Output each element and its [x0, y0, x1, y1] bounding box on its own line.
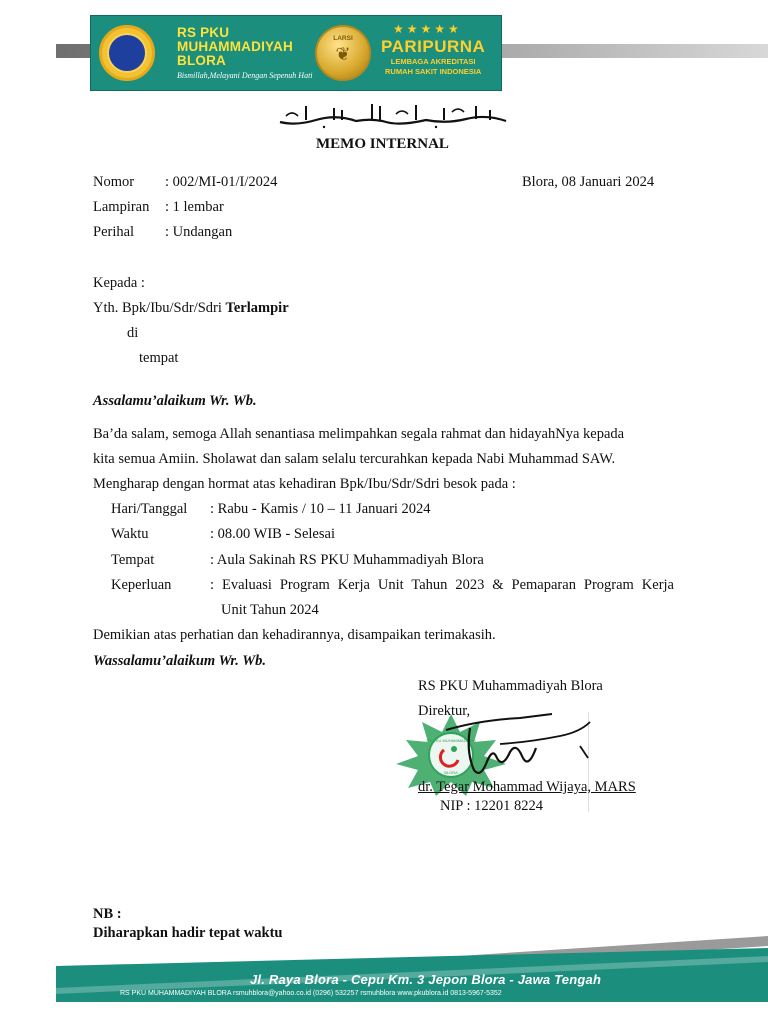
body-paragraph-line2: kita semua Amiin. Sholawat dan salam selalu tercurahkan kepada Nabi Muhammad SAW.	[93, 451, 616, 467]
signature-position: Direktur,	[418, 703, 471, 719]
opening-greeting: Assalamu’alaikum Wr. Wb.	[93, 393, 257, 409]
basmalah-calligraphy	[276, 100, 510, 130]
accreditation-stars: ★★★★★	[393, 22, 462, 36]
accreditation-subtitle: LEMBAGA AKREDITASI RUMAH SAKIT INDONESIA	[385, 57, 482, 76]
closing-line: Demikian atas perhatian dan kehadirannya, disampaikan terimakasih.	[93, 627, 496, 643]
memo-title: MEMO INTERNAL	[316, 136, 449, 152]
lampiran-label: Lampiran	[93, 199, 150, 215]
place-date: Blora, 08 Januari 2024	[522, 174, 655, 190]
medal-label: LARSI	[333, 35, 353, 42]
svg-text:BLORA: BLORA	[444, 770, 458, 775]
footer-address: Jl. Raya Blora - Cepu Km. 3 Jepon Blora - Jawa Tengah	[250, 972, 602, 987]
hospital-tagline: Bismillah,Melayani Dengan Sepenuh Hati	[177, 71, 313, 80]
svg-text:RS PKU MUHAMMADIYAH: RS PKU MUHAMMADIYAH	[426, 738, 476, 743]
muhammadiyah-emblem-icon	[107, 33, 147, 73]
nb-text: Diharapkan hadir tepat waktu	[93, 925, 283, 941]
detail-label: Hari/Tanggal	[111, 501, 188, 517]
hospital-name: RS PKU MUHAMMADIYAH BLORA	[177, 25, 293, 68]
detail-value: : 08.00 WIB - Selesai	[210, 526, 335, 542]
nomor-value: : 002/MI-01/I/2024	[165, 174, 278, 190]
larsi-medal-icon	[315, 25, 371, 81]
signatory-name: dr. Tegar Mohammad Wijaya, MARS	[418, 779, 636, 795]
recipient-prefix: Yth. Bpk/Ibu/Sdr/Sdri	[93, 300, 226, 316]
nomor-label: Nomor	[93, 174, 135, 190]
signature-institution: RS PKU Muhammadiyah Blora	[418, 678, 603, 694]
perihal-value: : Undangan	[165, 224, 233, 240]
kepada-label: Kepada :	[93, 275, 145, 291]
detail-label: Tempat	[111, 552, 155, 568]
lampiran-value: : 1 lembar	[165, 199, 224, 215]
detail-value: : Rabu - Kamis / 10 – 11 Januari 2024	[210, 501, 431, 517]
accreditation-title: PARIPURNA	[381, 37, 486, 56]
recipient-di: di	[127, 325, 139, 341]
detail-label: Waktu	[111, 526, 149, 542]
detail-value: : Aula Sakinah RS PKU Muhammadiyah Blora	[210, 552, 484, 568]
recipient-bold: Terlampir	[225, 300, 289, 316]
letterhead-banner	[90, 15, 502, 91]
footer-contacts: RS PKU MUHAMMADIYAH BLORA rsmuhblora@yahoo.co.id (0296) 532257 rsmuhblora www.pkublora.id 0813-5967-5352	[120, 990, 502, 997]
body-invitation-line: Mengharap dengan hormat atas kehadiran Bpk/Ibu/Sdr/Sdri besok pada :	[93, 476, 516, 492]
signatory-nip: NIP : 12201 8224	[440, 798, 543, 814]
nb-label: NB :	[93, 906, 122, 922]
detail-value: : Evaluasi Program Kerja Unit Tahun 2023 & Pemaparan Program Kerja	[210, 577, 674, 593]
body-paragraph-line1: Ba’da salam, semoga Allah senantiasa melimpahkan segala rahmat dan hidayahNya kepada	[93, 426, 625, 442]
recipient-line	[93, 299, 289, 317]
recipient-tempat: tempat	[139, 350, 179, 366]
detail-label: Keperluan	[111, 577, 172, 593]
keperluan-continuation: Unit Tahun 2024	[221, 602, 319, 618]
closing-greeting: Wassalamu’alaikum Wr. Wb.	[93, 653, 266, 669]
handwritten-signature	[440, 712, 595, 782]
perihal-label: Perihal	[93, 224, 135, 240]
hospital-logo	[99, 25, 155, 81]
medal-emblem-icon: ❦	[335, 44, 351, 64]
